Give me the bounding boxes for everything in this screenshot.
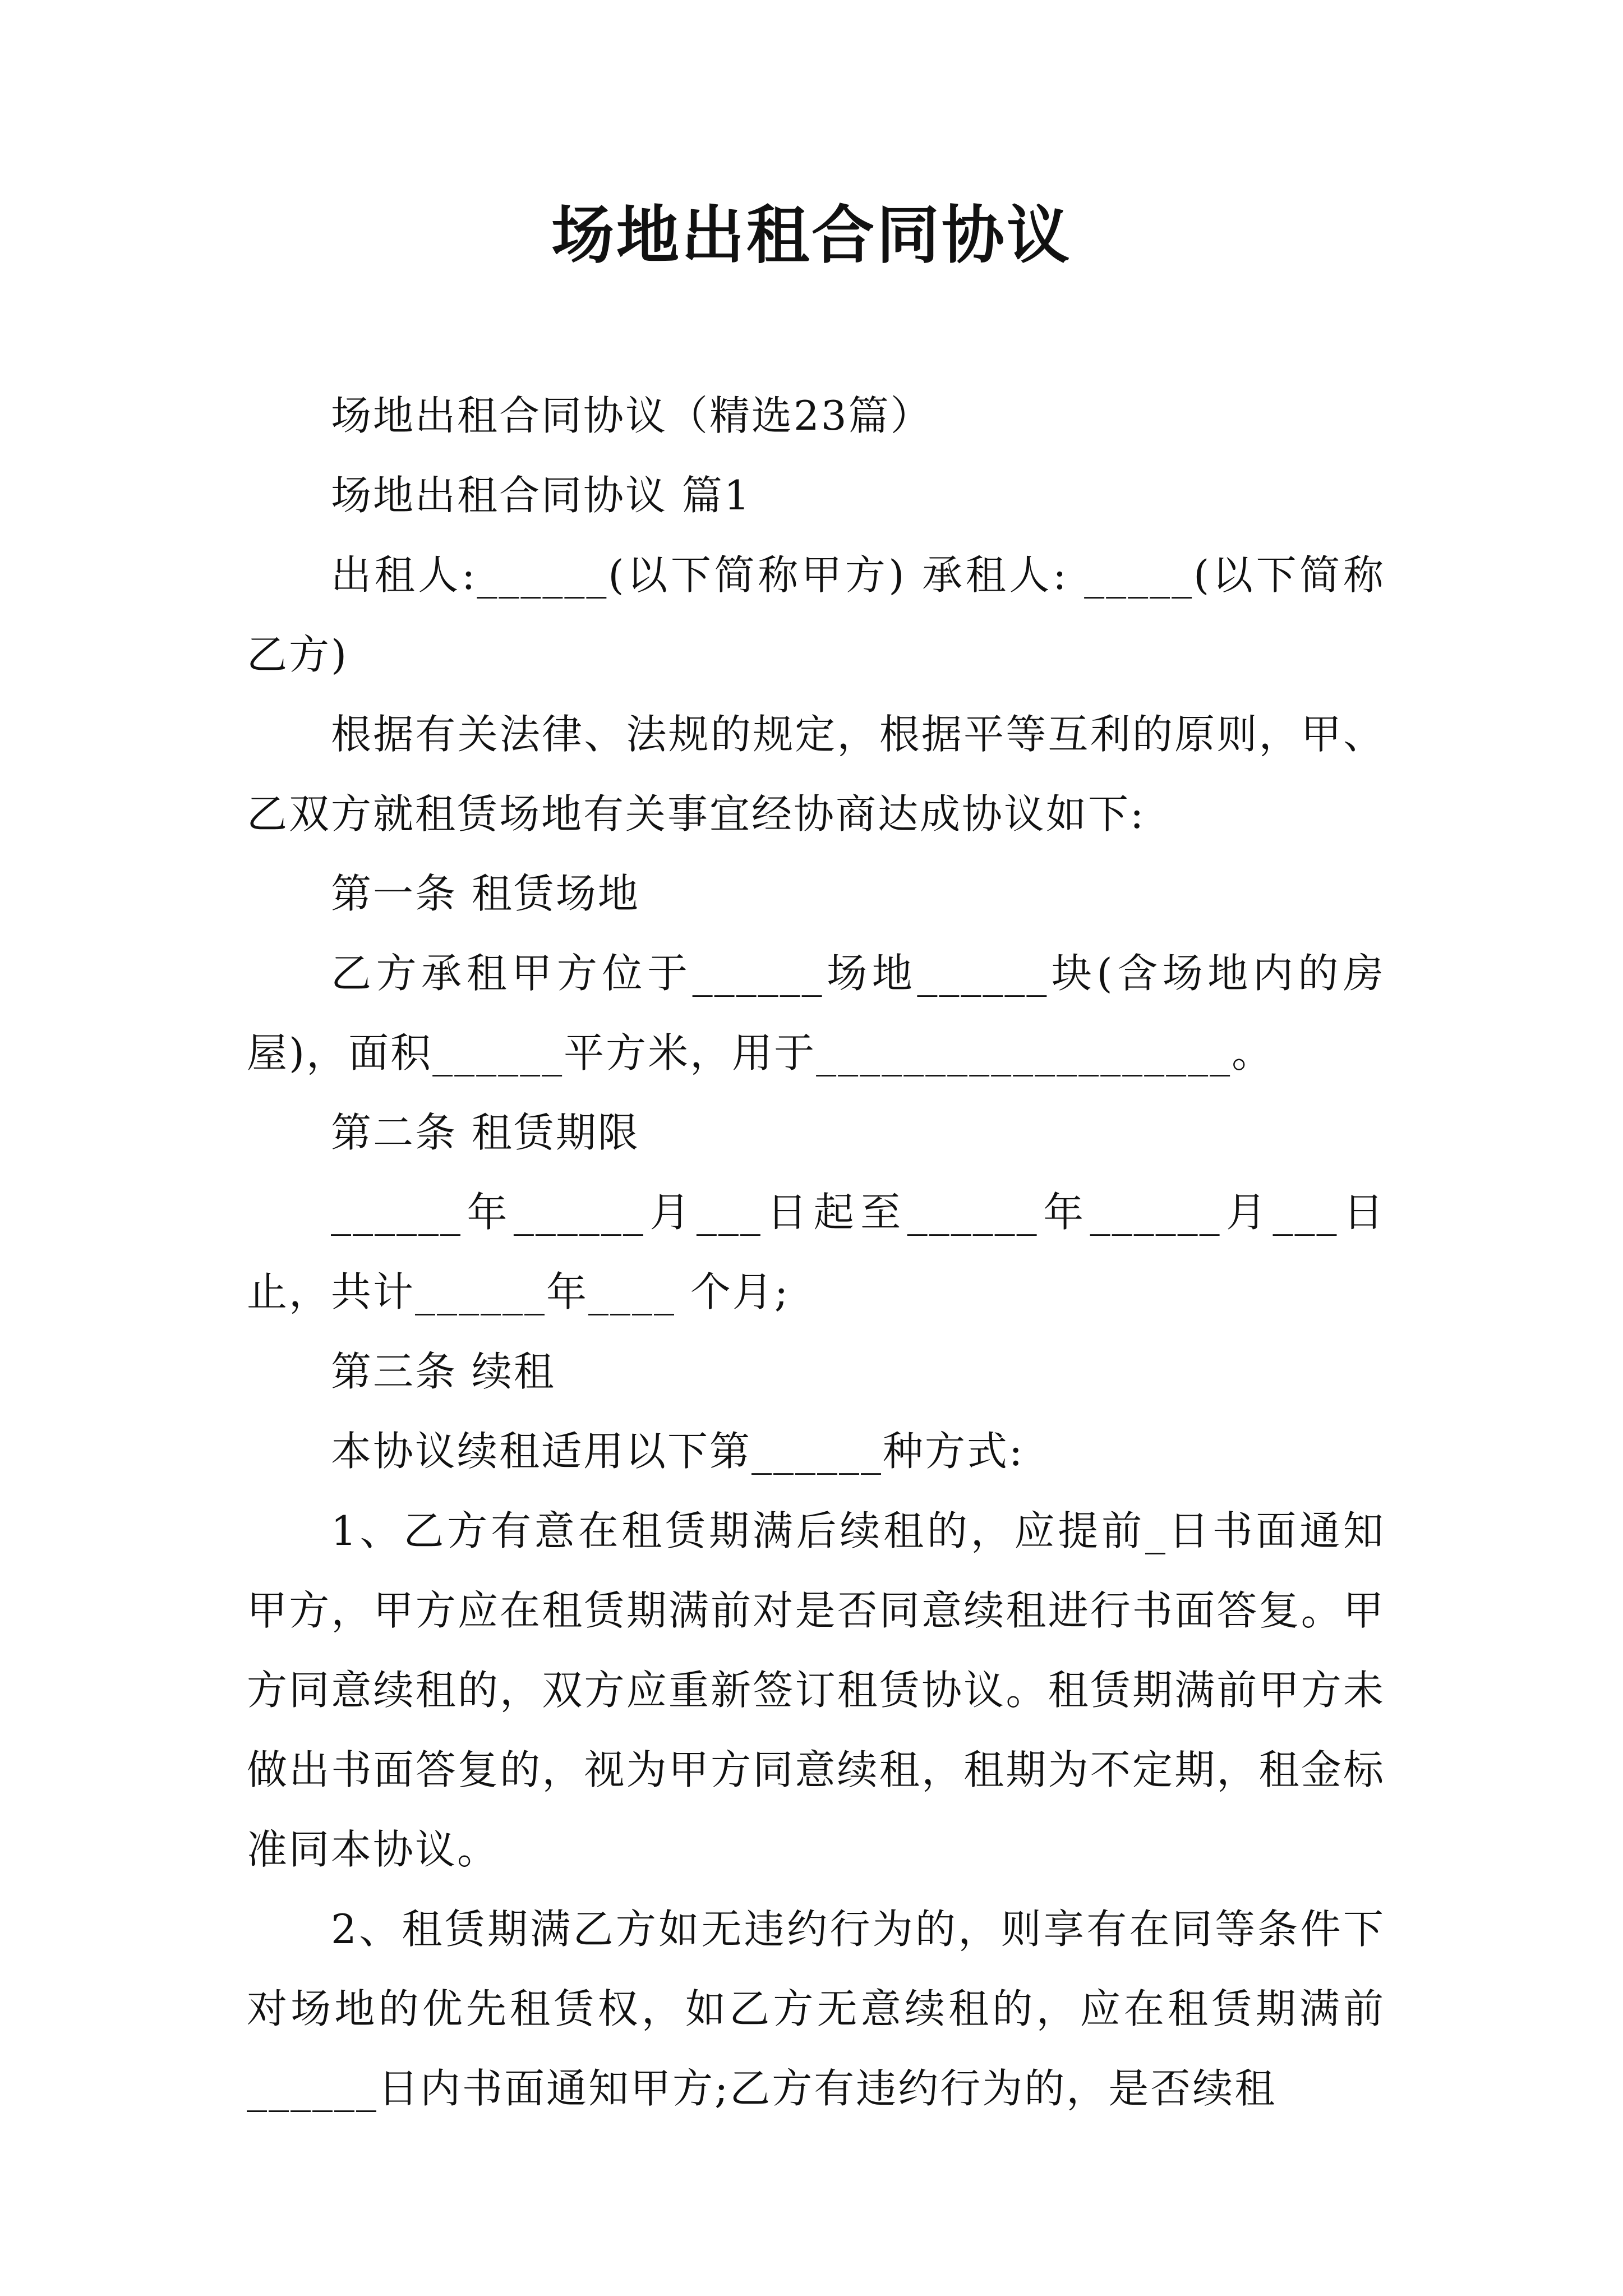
paragraph-parties: 出租人:______(以下简称甲方) 承租人: _____(以下简称乙方) [247,551,1385,678]
document-title: 场地出租合同协议 [551,199,1072,272]
paragraph-article-3-intro: 本协议续租适用以下第______种方式: [331,1428,1025,1475]
paragraph-article-3-item-1: 1、乙方有意在租赁期满后续租的，应提前_日书面通知甲方，甲方应在租赁期满前对是否同意续租进行书面答复。甲方同意续租的，双方应重新签订租赁协议。租赁期满前甲方未做出书面答复的，视为甲方同意续租，租期为不定期，租金标准同本协议。 [247,1507,1385,1873]
paragraph-subtitle: 场地出租合同协议（精选23篇） [331,392,933,439]
paragraph-section-heading: 场地出租合同协议 篇1 [331,472,751,519]
paragraph-article-2-heading: 第二条 租赁期限 [331,1109,640,1156]
document-body [247,376,1385,2128]
paragraph-preamble: 根据有关法律、法规的规定，根据平等互利的原则，甲、乙双方就租赁场地有关事宜经协商达成协议如下: [247,711,1385,838]
paragraph-article-3-heading: 第三条 续租 [331,1348,556,1395]
paragraph-article-1-body: 乙方承租甲方位于______场地______块(含场地内的房屋)，面积______平方米，用于___________________。 [247,950,1385,1076]
paragraph-article-1-heading: 第一条 租赁场地 [331,870,640,917]
paragraph-article-2-body: ______年______月___日起至______年______月___日止，共计______年____ 个月; [247,1189,1385,1315]
paragraph-article-3-item-2: 2、租赁期满乙方如无违约行为的，则享有在同等条件下对场地的优先租赁权，如乙方无意续租的，应在租赁期满前______日内书面通知甲方;乙方有违约行为的，是否续租 [247,1906,1385,2112]
